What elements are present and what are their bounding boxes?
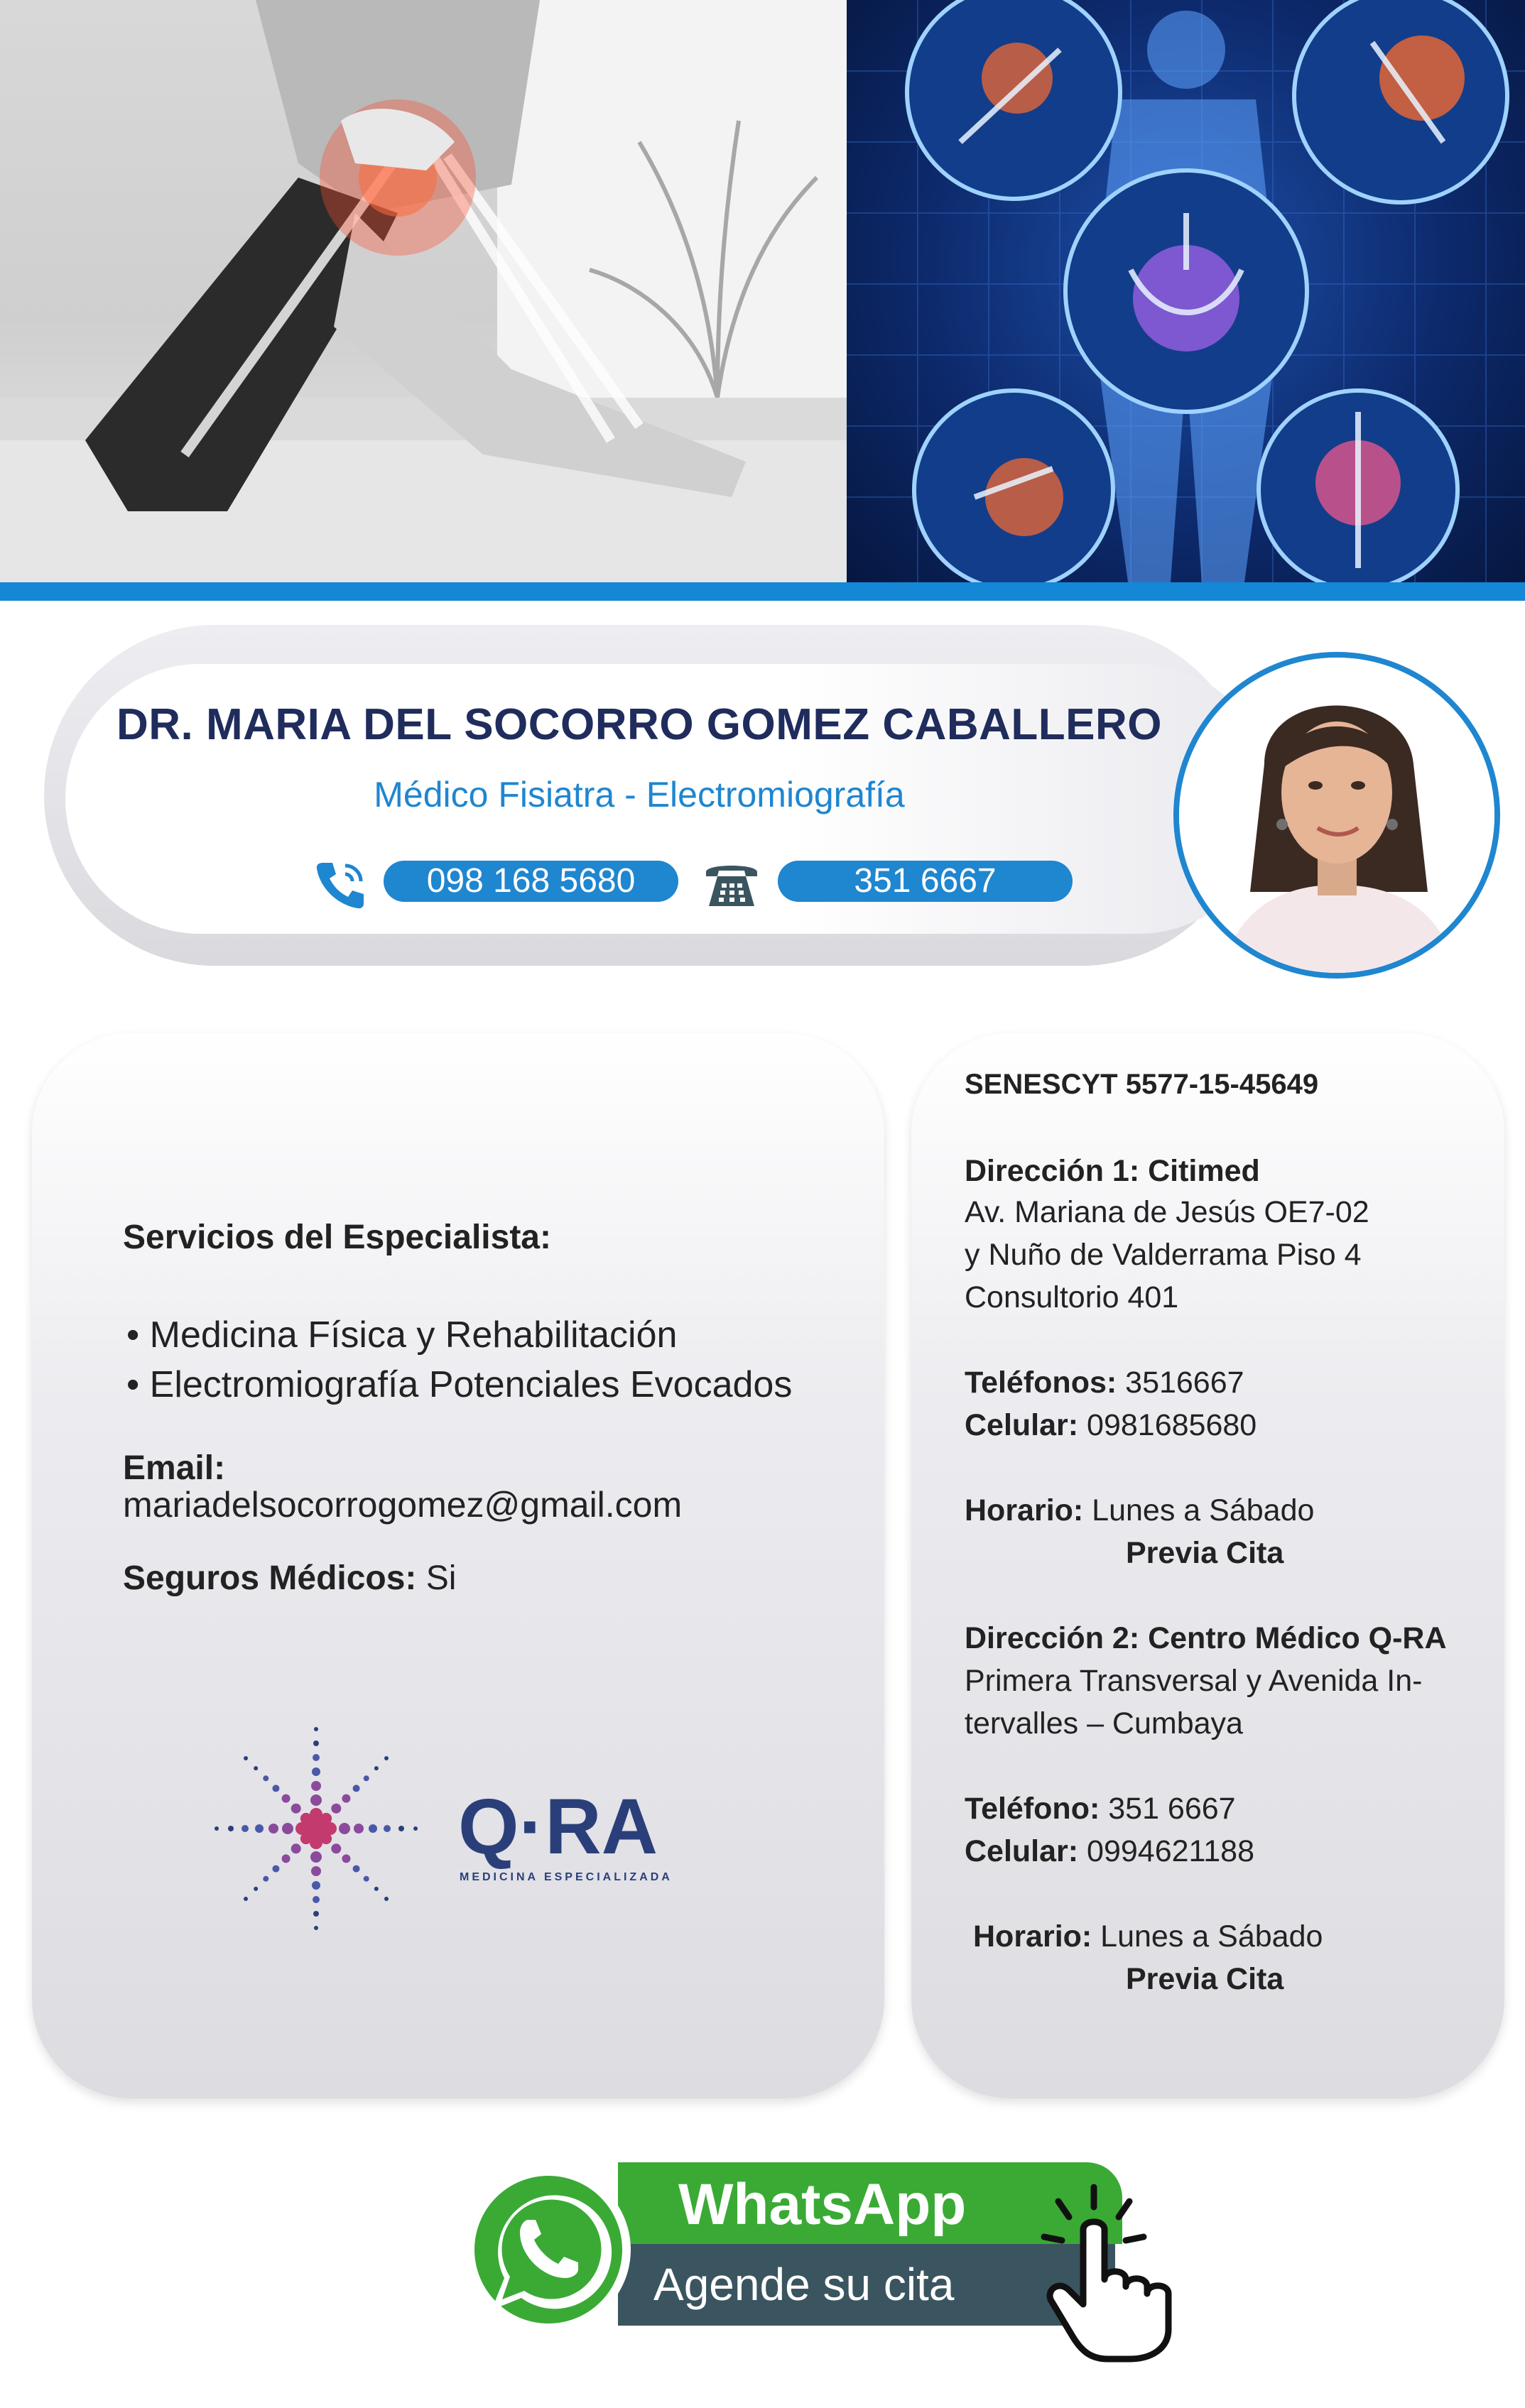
qra-logo-dot (215, 1826, 219, 1831)
address1-hours-value: Lunes a Sábado (1083, 1493, 1315, 1527)
qra-logo-dot (254, 1766, 258, 1770)
qra-logo-dot (374, 1887, 379, 1891)
qra-logo-dot (313, 1911, 319, 1917)
address1-title: Dirección 1: Citimed (965, 1154, 1260, 1188)
address1-cell (965, 1408, 1257, 1443)
insurance-value: Si (425, 1559, 457, 1597)
address2-cell-label: Celular: (965, 1834, 1079, 1868)
qra-logo-tagline: MEDICINA ESPECIALIZADA (460, 1871, 673, 1883)
service-item: • Electromiografía Potenciales Evocados (126, 1364, 793, 1405)
qra-logo-dot (254, 1887, 258, 1891)
mobile-phone-number[interactable]: 098 168 5680 (384, 861, 678, 902)
address1-phones-label: Teléfonos: (965, 1366, 1117, 1400)
qra-logo-dot (272, 1785, 279, 1792)
qra-logo-dot (282, 1823, 293, 1834)
doctor-name: DR. MARIA DEL SOCORRO GOMEZ CABALLERO (116, 700, 1163, 749)
qra-logo-dot (364, 1876, 369, 1882)
qra-logo-dot (311, 1866, 321, 1876)
qra-logo-dot (342, 1794, 350, 1803)
qra-logo-dot (331, 1804, 341, 1814)
address1-hours-label: Horario: (965, 1493, 1084, 1527)
landline-phone-icon (703, 859, 760, 909)
qra-logo-dot (255, 1824, 264, 1833)
qra-logo-dot (314, 1926, 318, 1930)
address1-line: Consultorio 401 (965, 1280, 1179, 1314)
qra-logo-dot (339, 1823, 350, 1834)
qra-logo-dot (282, 1854, 291, 1863)
qra-logo-dot (263, 1775, 268, 1781)
qra-logo-dot (272, 1865, 279, 1873)
address2-hours-label: Horario: (973, 1919, 1092, 1954)
qra-logo-name: Q·RA (458, 1783, 658, 1870)
qra-logo-dot (241, 1825, 249, 1832)
insurance-info (123, 1559, 456, 1598)
email-label: Email: (123, 1449, 226, 1487)
address1-hours (965, 1493, 1314, 1528)
qra-logo-dot (313, 1896, 320, 1903)
address2-hours-value: Lunes a Sábado (1092, 1919, 1323, 1954)
senescyt-number: SENESCYT 5577-15-45649 (965, 1069, 1319, 1100)
qra-logo-dot (313, 1740, 319, 1746)
address2-appointment: Previa Cita (1126, 1962, 1284, 1996)
address2-hours (973, 1919, 1323, 1954)
qra-logo-dot (311, 1781, 321, 1791)
qra-logo-dot (291, 1843, 301, 1853)
address1-cell-label: Celular: (965, 1408, 1079, 1442)
qra-logo-dot (312, 1767, 320, 1776)
service-item: • Medicina Física y Rehabilitación (126, 1314, 678, 1356)
address1-line: y Nuño de Valderrama Piso 4 (965, 1238, 1362, 1272)
qra-logo-dot (310, 1851, 322, 1863)
qra-logo-dot (384, 1897, 389, 1901)
address2-phone-label: Teléfono: (965, 1792, 1100, 1826)
pointer-hand-icon (1016, 2173, 1200, 2365)
address2-phone (965, 1792, 1236, 1826)
doctor-portrait (1173, 652, 1500, 979)
qra-logo-dot (312, 1881, 320, 1890)
phone-call-icon (313, 856, 369, 912)
qra-logo-dot (398, 1826, 404, 1831)
qra-logo-dot (291, 1804, 301, 1814)
address1-phones (965, 1366, 1244, 1400)
whatsapp-icon[interactable] (463, 2164, 634, 2335)
qra-logo-dot (263, 1876, 268, 1882)
address1-line: Av. Mariana de Jesús OE7-02 (965, 1195, 1369, 1229)
qra-logo-dot (354, 1824, 364, 1834)
qra-logo-dot (374, 1766, 379, 1770)
doctor-specialty: Médico Fisiatra - Electromiografía (374, 775, 905, 815)
qra-logo-dot (244, 1897, 248, 1901)
qra-logo-dot (228, 1826, 234, 1831)
qra-logo (195, 1704, 707, 1953)
whatsapp-title[interactable]: WhatsApp (678, 2172, 967, 2237)
qra-logo-dot (342, 1854, 350, 1863)
qra-logo-dot (282, 1794, 291, 1803)
landline-phone-number[interactable]: 351 6667 (778, 861, 1073, 902)
address2-line: Primera Transversal y Avenida In- (965, 1664, 1423, 1698)
qra-logo-dot (314, 1727, 318, 1731)
address2-line: tervalles – Cumbaya (965, 1706, 1243, 1740)
qra-logo-dot (268, 1824, 278, 1834)
whatsapp-subtitle[interactable]: Agende su cita (653, 2259, 955, 2310)
qra-logo-dot (310, 1794, 322, 1806)
address1-appointment: Previa Cita (1126, 1536, 1284, 1570)
qra-logo-dot (364, 1775, 369, 1781)
qra-logo-dot (244, 1756, 248, 1760)
services-title: Servicios del Especialista: (123, 1219, 551, 1256)
qra-logo-center-dot (305, 1817, 327, 1840)
qra-logo-dot (331, 1843, 341, 1853)
address2-phone-value[interactable]: 351 6667 (1100, 1792, 1236, 1826)
hero-divider (0, 582, 1525, 601)
qra-logo-dot (313, 1754, 320, 1761)
hero-joints-illustration (847, 0, 1525, 582)
qra-logo-dot (353, 1865, 360, 1873)
hero-knee-photo (0, 0, 847, 582)
address1-phones-value[interactable]: 3516667 (1117, 1366, 1244, 1400)
qra-logo-dot (384, 1756, 389, 1760)
qra-logo-dot (413, 1826, 418, 1831)
insurance-label: Seguros Médicos: (123, 1559, 417, 1597)
address2-title: Dirección 2: Centro Médico Q-RA (965, 1621, 1447, 1655)
address2-cell-value[interactable]: 0994621188 (1078, 1834, 1255, 1868)
qra-logo-dot (384, 1825, 391, 1832)
address2-cell (965, 1834, 1254, 1869)
qra-logo-dot (353, 1785, 360, 1792)
address1-cell-value[interactable]: 0981685680 (1078, 1408, 1257, 1442)
qra-logo-starburst (215, 1727, 418, 1930)
qra-logo-dot (369, 1824, 377, 1833)
email-link[interactable]: mariadelsocorrogomez@gmail.com (123, 1485, 683, 1525)
